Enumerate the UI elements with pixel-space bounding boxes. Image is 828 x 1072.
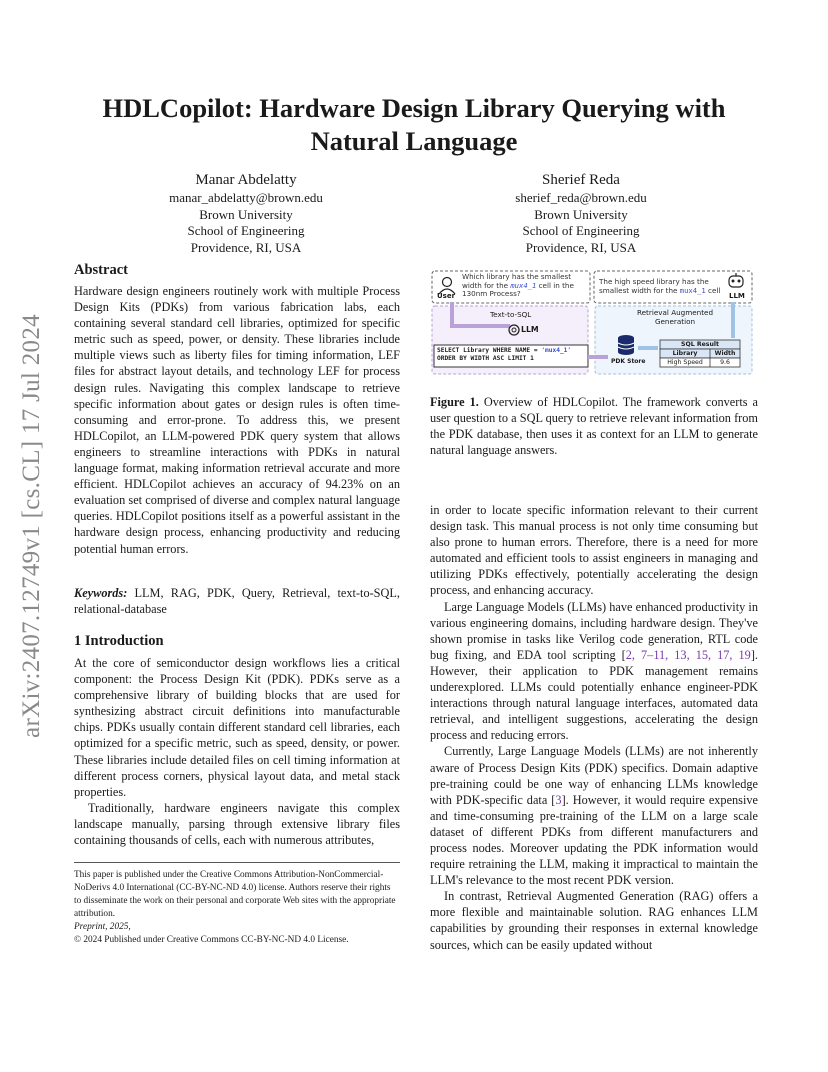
- arxiv-identifier: arXiv:2407.12749v1 [cs.CL] 17 Jul 2024: [18, 314, 45, 738]
- author-location: Providence, RI, USA: [525, 239, 637, 255]
- keywords-label: Keywords:: [74, 586, 128, 600]
- author-block-2: [456, 170, 706, 256]
- author-school: School of Engineering: [522, 223, 640, 238]
- title-line-1: HDLCopilot: Hardware Design Library Querying with: [102, 93, 726, 123]
- footnote: [74, 862, 400, 947]
- intro-heading: 1 Introduction: [74, 633, 164, 649]
- author-name: Sherief Reda: [542, 172, 620, 188]
- author-location: Providence, RI, USA: [190, 239, 302, 255]
- database-icon: [618, 335, 634, 355]
- right-paragraph-3: Currently, Large Language Models (LLMs) are not inherently aware of Process Design Kits (PDK) specifics. Domain adaptive pre-training could be one way of enhancing LLMs knowledge with PDK-specific data [3]. However, it would require expensive and time-consuming pre-training of the LLM on a large scale dataset of different PDKs from different manufacturers and process nodes. Moreover updating the PDK information would require retraining the LLM, making it impractical to maintain the LLM's relevance to the most recent PDK version.: [430, 744, 758, 888]
- abstract-heading: Abstract: [74, 262, 128, 278]
- right-paragraph-1: in order to locate specific information relevant to their current design task. This manual process is not only time consuming but also prone to human errors. Therefore, there is a need for more automated and efficient tools to assist engineers in managing and utilizing PDKs effectively, potentially accelerating the design process, and enhancing accuracy.: [430, 503, 758, 598]
- citation-link[interactable]: 2, 7–11, 13, 15, 17, 19: [625, 647, 751, 662]
- col-width-header: Width: [714, 350, 736, 357]
- pdk-store-label: PDK Store: [611, 358, 646, 365]
- right-paragraph-4: In contrast, Retrieval Augmented Generation (RAG) offers a more flexible and maintainable solution. RAG enhances LLM capabilities by grounding their responses in external knowledge sources, which can be easily updated without: [430, 889, 758, 952]
- intro-body: [74, 655, 400, 848]
- caption-label: Figure 1.: [430, 395, 479, 409]
- col-library-header: Library: [672, 350, 698, 357]
- user-label: User: [437, 292, 456, 300]
- intro-paragraph-1: At the core of semiconductor design workflows lies a critical component: the Process Design Kit (PDK). PDKs serve as a comprehensive library of building blocks that are used for synthesizing abstract circuit definitions into manufacturable chips. PDKs usually contain different standard cell libraries, each optimized for a specific metric, such as speed, density, or power. These libraries include detailed files on cell timing information at different process corners, physical layout data, and metal stack properties.: [74, 656, 400, 799]
- author-name: Manar Abdelatty: [195, 172, 297, 188]
- author-university: Brown University: [199, 206, 293, 222]
- intro-paragraph-2: Traditionally, hardware engineers navigate this complex landscape manually, parsing through extensive library files containing thousands of cells, each with numerous attributes,: [74, 800, 400, 848]
- paper-title: [60, 92, 768, 158]
- caption-text: Overview of HDLCopilot. The framework converts a user question to a SQL query to retrieve relevant information from the PDK database, then uses it as context for an LLM to generate natural language answers.: [430, 395, 759, 458]
- right-column-body: [430, 502, 758, 953]
- author-school: School of Engineering: [187, 223, 305, 238]
- rag-label: Retrieval Augmented Generation: [636, 308, 714, 326]
- llm-answer: The high speed library has the smallest width for the mux4_1 cell: [599, 277, 721, 295]
- text-to-sql-label: Text-to-SQL: [490, 310, 532, 319]
- user-question: Which library has the smallest width for the mux4_1 cell in the 130nm Process?: [462, 272, 574, 299]
- preprint-note: Preprint, 2025,: [74, 922, 131, 932]
- license-note: This paper is published under the Creative Commons Attribution-NonCommercial-NoDerivs 4.0 International (CC-BY-NC-ND 4.0) license. Authors reserve their rights to disseminate the work on their personal and corporate Web sites with the appropriate attribution.: [74, 870, 396, 919]
- figure-caption: [430, 394, 758, 458]
- keywords: [74, 585, 400, 617]
- author-email: manar_abdelatty@brown.edu: [169, 190, 323, 205]
- figure-1-diagram: [430, 268, 760, 380]
- author-university: Brown University: [534, 206, 628, 222]
- right-paragraph-2: Large Language Models (LLMs) have enhanced productivity in various engineering domains, including hardware design. They've shown promise in tasks like Verilog code generation, RTL code bug fixing, and EDA tool scripting [2, 7–11, 13, 15, 17, 19]. However, their application to PDK management remains underexplored. LLMs could potentially enhance engineer-PDK interactions through natural language interfaces, automated data retrieval, and intelligent suggestions, accelerating the design process and reducing errors.: [430, 599, 758, 743]
- sql-result-title: SQL Result: [681, 341, 719, 348]
- title-line-2: Natural Language: [310, 126, 518, 156]
- llm-label: LLM: [729, 292, 745, 300]
- row-width-cell: 9.6: [720, 359, 730, 366]
- sql-query: SELECT Library WHERE NAME = 'mux4_1' ORDER BY WIDTH ASC LIMIT 1: [437, 347, 572, 363]
- keywords-text: LLM, RAG, PDK, Query, Retrieval, text-to-SQL, relational-database: [74, 586, 400, 617]
- author-email: sherief_reda@brown.edu: [515, 190, 647, 205]
- citation-link[interactable]: 3: [555, 792, 562, 807]
- author-block-1: [121, 170, 371, 256]
- abstract-text: Hardware design engineers routinely work with multiple Process Design Kits (PDKs) from various fabrication labs, each containing several standard cell libraries, optimized for specific metric such as speed, power, or density. These libraries include multiple views such as liberty files for timing information, LEF files for abstract layout details, and technology LEF for process design rules. Navigating this complex landscape to retrieve specific information about gates or design rules is often time-consuming and error-prone. To address this, we present HDLCopilot, an LLM-powered PDK query system that allows engineers to streamline interactions with PDKs in natural language format, making information retrieval accurate and more efficient. HDLCopilot achieves an accuracy of 94.23% on an evaluation set comprised of diverse and complex natural language queries. HDLCopilot positions itself as a powerful assistant in the hardware design process, enhancing productivity and reducing potential human errors.: [74, 284, 400, 556]
- copyright-note: © 2024 Published under Creative Commons CC-BY-NC-ND 4.0 License.: [74, 935, 349, 945]
- llm-mid-label: LLM: [521, 325, 539, 334]
- row-library-cell: High Speed: [667, 359, 703, 366]
